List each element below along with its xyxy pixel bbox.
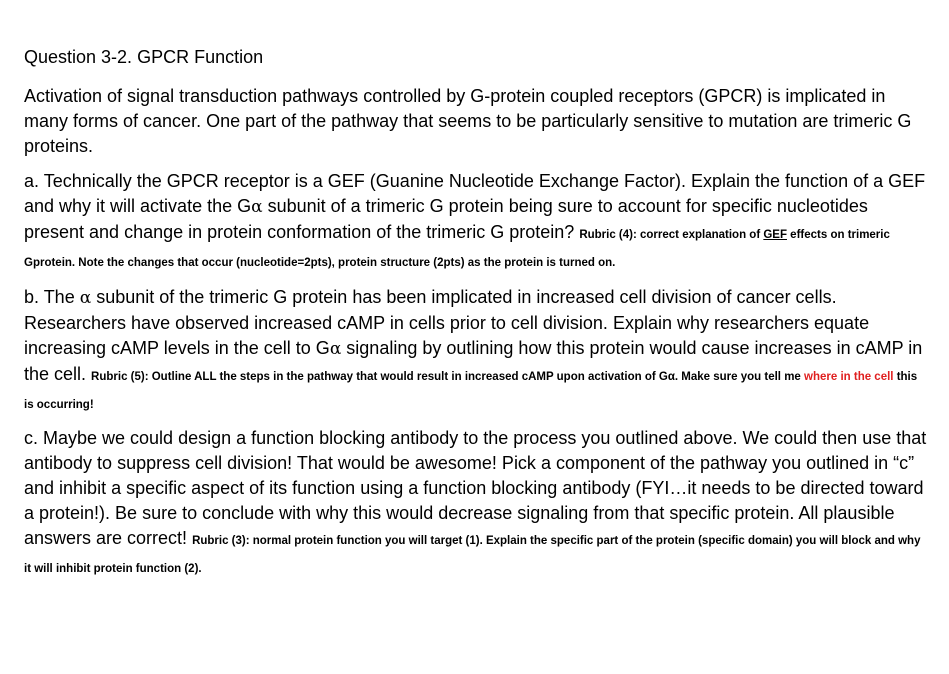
part-b-text-2: subunit of the trimeric G protein has been implicated in increased cell division of cancer cells. Researchers have observed increased cAMP in cells prior to cell division. Explain why researchers equate increasing cAMP levels in the cell to G [24,287,870,358]
part-a-text-2: subunit of a trimeric G protein being sure to account for specific nucleotides present and change in protein conformation of the trimeric G protein? [24,196,868,242]
part-a-rubric-1: correct explanation of [636,229,764,241]
part-a-rubric-gef: GEF [763,229,787,241]
intro-paragraph [24,84,929,159]
part-b-rubric-label: Rubric (5): [91,371,149,383]
part-b-text-1: b. The [24,287,80,307]
part-b-rubric-2: . Make sure you tell me [674,371,805,383]
part-c-paragraph [24,426,929,579]
part-b-paragraph [24,285,929,415]
part-c-rubric-label: Rubric (3): [192,535,250,547]
part-b-text-3: signaling by outlining how this protein would cause increases in cAMP in the cell. [24,338,923,384]
question-title: Question 3-2. GPCR Function [24,47,264,67]
part-b-rubric-1: Outline ALL the steps in the pathway that would result in increased cAMP upon activation of G [148,371,668,383]
part-a-rubric-label: Rubric (4): [579,229,637,241]
part-c-rubric-1: normal protein function you will target (1). Explain the specific part of the protein (specific domain) you will block and why it will inhibit protein function (2). [24,535,921,575]
part-a-rubric-2: effects on trimeric Gprotein. Note the changes that occur (nucleotide=2pts), protein structure (2pts) as the protein is turned on. [24,229,890,269]
part-b-rubric-red-highlight: where in the cell [804,371,894,383]
part-a-paragraph [24,169,929,273]
part-c-text-1: c. Maybe we could design a function blocking antibody to the process you outlined above. We could then use that antibody to suppress cell division! That would be awesome! Pick a component of the pathway you outlined in “c” and inhibit a specific aspect of its function using a function blocking antibody (FYI…it needs to be directed toward a protein!). Be sure to conclude with why this would decrease signaling from that specific protein. All plausible answers are correct! [24,428,927,548]
part-a-alpha-symbol: α [251,197,263,217]
part-b-rubric-alpha: α [667,371,675,383]
part-b-alpha-symbol-2: α [329,339,342,359]
part-b-alpha-symbol: α [79,288,92,308]
part-a-text-1: a. Technically the GPCR receptor is a GEF (Guanine Nucleotide Exchange Factor). Explain the function of a GEF and why it will activate the G [24,171,926,216]
intro-text: Activation of signal transduction pathways controlled by G-protein coupled receptors (GPCR) is implicated in many forms of cancer. One part of the pathway that seems to be particularly sensitive to mutation are trimeric G proteins. [24,86,912,156]
part-b-rubric-3: this is occurring! [24,371,918,411]
